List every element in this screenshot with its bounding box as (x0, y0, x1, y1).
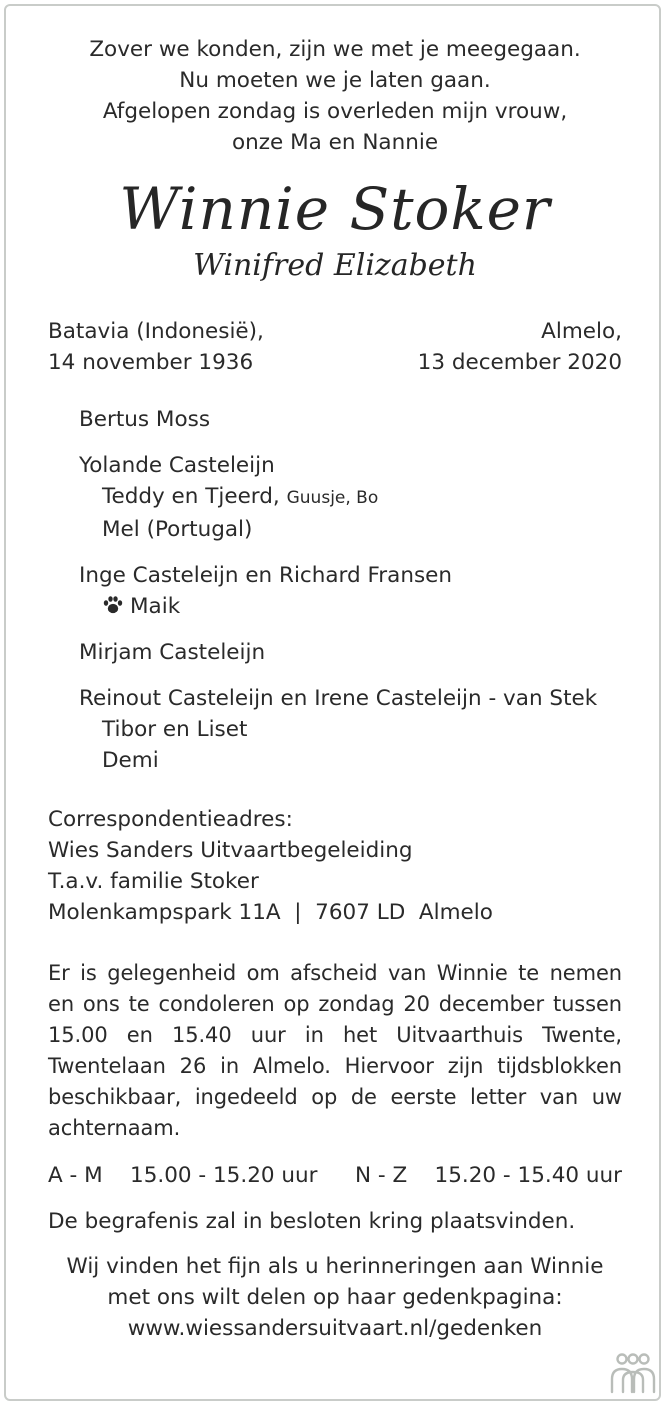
death-date: 13 december 2020 (417, 350, 622, 375)
family-list (48, 404, 622, 776)
family-member: Bertus Moss (79, 407, 211, 432)
intro-poem (48, 34, 622, 158)
address-line: Molenkampspark 11A | 7607 LD Almelo (48, 900, 493, 925)
family-sub-name: Maik (130, 594, 181, 619)
family-member: Yolande Casteleijn (79, 453, 275, 478)
closing-line: Wij vinden het fijn als u herinneringen aan Winnie (66, 1254, 604, 1279)
family-group (79, 450, 622, 545)
family-group (79, 683, 622, 776)
family-group (79, 560, 622, 622)
address-heading: Correspondentieadres: (48, 807, 293, 832)
people-logo-icon (608, 1352, 658, 1394)
family-sub: Mel (Portugal) (102, 517, 253, 542)
family-member: Inge Casteleijn en Richard Fransen (79, 563, 452, 588)
paw-icon (102, 595, 124, 615)
intro-line: Zover we konden, zijn we met je meegegaan. (89, 37, 581, 62)
death-place: Almelo, (541, 319, 622, 344)
intro-line: onze Ma en Nannie (231, 130, 439, 155)
family-sub-small: Guusje, Bo (286, 488, 379, 508)
deceased-given-names: Winifred Elizabeth (193, 248, 477, 283)
family-group (79, 637, 622, 668)
birth-info (48, 316, 264, 378)
birth-place: Batavia (Indonesië), (48, 319, 264, 344)
memorial-url: www.wiessandersuitvaart.nl/gedenken (127, 1316, 543, 1341)
family-member: Reinout Casteleijn en Irene Casteleijn - van Stek (79, 686, 598, 711)
birth-date: 14 november 1936 (48, 350, 254, 375)
closing-line: met ons wilt delen op haar gedenkpagina: (107, 1285, 563, 1310)
death-info (418, 316, 622, 378)
family-sub (79, 481, 622, 514)
condolence-paragraph: Er is gelegenheid om afscheid van Winnie te nemen en ons te condoleren op zondag 20 december tussen 15.00 en 15.40 uur in het Uitvaarthuis Twente, Twentelaan 26 in Almelo. Hiervoor zijn tijdsblokken beschikbaar, ingedeeld op de eerste letter van uw achternaam. (48, 961, 622, 1140)
time-slot-nz: N - Z 15.20 - 15.40 uur (354, 1163, 622, 1188)
intro-line: Afgelopen zondag is overleden mijn vrouw, (102, 99, 568, 124)
correspondence-address (48, 804, 622, 928)
closing-text (48, 1251, 622, 1344)
time-slots (48, 1160, 622, 1191)
family-sub: Demi (102, 748, 159, 773)
family-group (79, 404, 622, 435)
family-sub (79, 591, 622, 622)
address-line: Wies Sanders Uitvaartbegeleiding (48, 838, 413, 863)
deceased-name: Winnie Stoker (119, 175, 551, 243)
family-sub: Tibor en Liset (102, 717, 248, 742)
time-slot-am: A - M 15.00 - 15.20 uur (48, 1163, 318, 1188)
funeral-note: De begrafenis zal in besloten kring plaatsvinden. (48, 1209, 576, 1234)
address-line: T.a.v. familie Stoker (48, 869, 259, 894)
intro-line: Nu moeten we je laten gaan. (179, 68, 491, 93)
obituary-content (48, 34, 622, 1344)
life-dates (48, 316, 622, 378)
family-member: Mirjam Casteleijn (79, 640, 266, 665)
family-sub-name: Teddy en Tjeerd, (102, 484, 280, 509)
